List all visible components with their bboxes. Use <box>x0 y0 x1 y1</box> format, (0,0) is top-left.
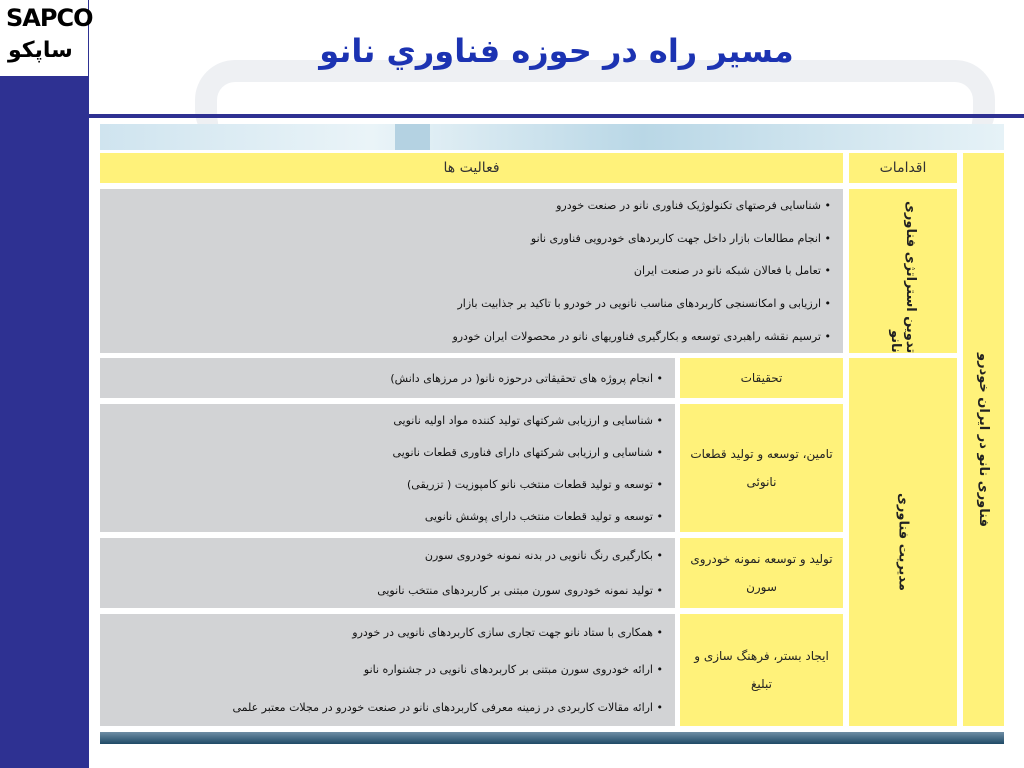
bullet-icon: • <box>656 663 663 677</box>
logo-latin: SAPCO <box>6 4 93 32</box>
activity-text: انجام پروژه های تحقیقاتی درحوزه نانو( در مرزهای دانش) <box>390 371 653 385</box>
band-notch <box>395 124 430 150</box>
activity-item <box>108 297 831 310</box>
sapco-logo <box>0 0 93 77</box>
activity-text: ارائه خودروی سورن مبتنی بر کاربردهای نانویی در جشنواره نانو <box>363 663 653 677</box>
sidebar <box>0 0 89 768</box>
bullet-icon: • <box>824 231 831 245</box>
activity-text: توسعه و تولید قطعات منتخب نانو کامپوزیت ( تزریقی) <box>406 477 653 491</box>
page-title: مسير راه در حوزه فناوري نانو <box>319 32 794 70</box>
row1-action: تحقیقات <box>680 358 843 398</box>
top-band <box>100 124 1004 150</box>
row2-action: تامین، توسعه و تولید قطعات نانوئی <box>680 404 843 532</box>
header-actions: اقدامات <box>849 153 957 183</box>
bullet-icon: • <box>824 198 831 212</box>
row4-activities <box>100 614 675 726</box>
bullet-icon: • <box>656 700 663 714</box>
activity-item <box>108 414 663 427</box>
roadmap-table <box>100 150 1004 728</box>
activity-item <box>108 264 831 277</box>
bullet-icon: • <box>656 477 663 491</box>
row4-action: ایجاد بستر، فرهنگ سازی و تبلیغ <box>680 614 843 726</box>
row1-activities <box>100 358 675 398</box>
row3-activities <box>100 538 675 608</box>
group1-activities <box>100 189 843 353</box>
activity-item <box>108 549 663 562</box>
bullet-icon: • <box>824 264 831 278</box>
logo-persian: ساپکو <box>8 38 73 63</box>
activity-item <box>108 232 831 245</box>
bullet-icon: • <box>656 584 663 597</box>
row3-action: تولید و توسعه نمونه خودروی سورن <box>680 538 843 608</box>
header-activities: فعالیت ها <box>100 153 843 183</box>
bullet-icon: • <box>824 297 831 311</box>
activity-item <box>108 446 663 459</box>
row2-activities <box>100 404 675 532</box>
activity-text: بکارگیری رنگ نانویی در بدنه نمونه خودروی سورن <box>424 549 653 562</box>
activity-item <box>108 510 663 523</box>
bullet-icon: • <box>824 330 831 344</box>
activity-item <box>108 584 663 597</box>
bullet-icon: • <box>656 549 663 562</box>
activity-text: تولید نمونه خودروی سورن مبتنی بر کاربردهای منتخب نانویی <box>377 584 653 597</box>
activity-item <box>108 330 831 343</box>
activity-text: توسعه و تولید قطعات منتخب دارای پوشش نانویی <box>424 509 653 523</box>
main-vertical-label: فناوری نانو در ایران خودرو <box>963 153 1004 726</box>
activity-item <box>108 199 831 212</box>
activity-text: ترسیم نقشه راهبردی توسعه و بکارگیری فناوریهای نانو در محصولات ایران خودرو <box>452 330 821 344</box>
activity-text: تعامل با فعالان شبکه نانو در صنعت ایران <box>633 264 821 278</box>
activity-text: شناسایی فرصتهای تکنولوژیک فناوری نانو در صنعت خودرو <box>556 198 821 212</box>
activity-text: انجام مطالعات بازار داخل جهت کاربردهای خودرویی فناوری نانو <box>530 231 821 245</box>
activity-text: شناسایی و ارزیابی شرکتهای تولید کننده مواد اولیه نانویی <box>393 413 653 427</box>
bullet-icon: • <box>656 413 663 427</box>
activity-item <box>108 372 663 385</box>
group1-label: تدوین استراتژی فناوری نانو <box>849 189 957 353</box>
bullet-icon: • <box>656 626 663 640</box>
activity-item <box>108 478 663 491</box>
group2-label: مدیریت فناوری <box>849 358 957 726</box>
bottom-band <box>100 732 1004 744</box>
bullet-icon: • <box>656 445 663 459</box>
title-rule <box>89 114 1024 118</box>
activity-item <box>108 663 663 676</box>
activity-text: شناسایی و ارزیابی شرکتهای دارای فناوری قطعات نانویی <box>392 445 653 459</box>
activity-text: ارائه مقالات کاربردی در زمینه معرفی کاربردهای نانو در صنعت خودرو در مجلات معتبر علمی <box>232 700 653 714</box>
activity-item <box>108 701 663 714</box>
activity-text: ارزیابی و امکانسنجی کاربردهای مناسب نانویی در خودرو با تاکید بر جذابیت بازار <box>457 297 821 311</box>
bullet-icon: • <box>656 371 663 385</box>
bullet-icon: • <box>656 509 663 523</box>
activity-item <box>108 626 663 639</box>
activity-text: همکاری با ستاد نانو جهت تجاری سازی کاربردهای نانویی در خودرو <box>352 626 653 640</box>
